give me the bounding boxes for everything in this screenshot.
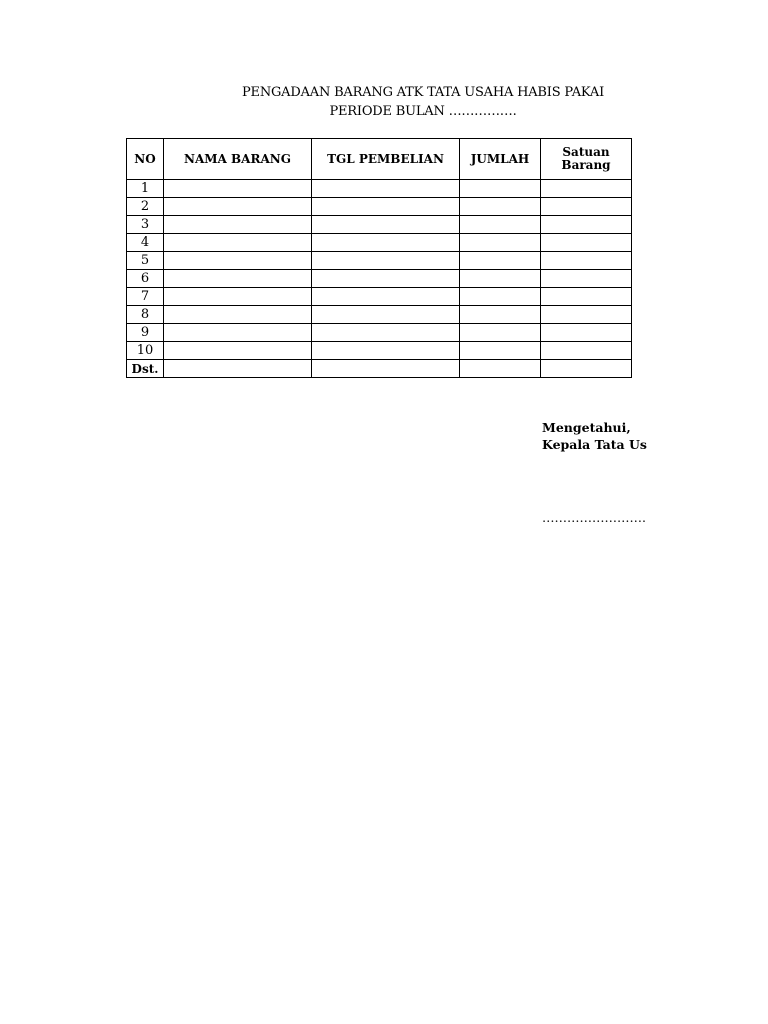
item-name-cell xyxy=(164,198,312,216)
table-row xyxy=(127,234,632,252)
quantity-cell xyxy=(460,198,541,216)
unit-cell xyxy=(541,234,632,252)
purchase-date-cell xyxy=(312,288,460,306)
table-row xyxy=(127,270,632,288)
table-row xyxy=(127,342,632,360)
column-header-unit xyxy=(541,139,632,180)
unit-cell xyxy=(541,180,632,198)
purchase-date-cell xyxy=(312,234,460,252)
table-row xyxy=(127,180,632,198)
column-header-quantity: JUMLAH xyxy=(460,139,541,180)
quantity-cell xyxy=(460,216,541,234)
unit-cell xyxy=(541,216,632,234)
table-row xyxy=(127,252,632,270)
item-name-cell xyxy=(164,342,312,360)
purchase-date-cell xyxy=(312,342,460,360)
column-header-no: NO xyxy=(127,139,164,180)
item-name-cell xyxy=(164,252,312,270)
item-name-cell xyxy=(164,180,312,198)
purchase-date-cell xyxy=(312,324,460,342)
column-header-unit-label: Satuan Barang xyxy=(561,145,611,172)
row-number: 5 xyxy=(127,252,164,270)
item-name-cell xyxy=(164,306,312,324)
unit-cell xyxy=(541,342,632,360)
item-name-cell xyxy=(164,324,312,342)
row-number: 9 xyxy=(127,324,164,342)
quantity-cell xyxy=(460,270,541,288)
unit-cell xyxy=(541,360,632,378)
item-name-cell xyxy=(164,360,312,378)
quantity-cell xyxy=(460,234,541,252)
item-name-cell xyxy=(164,270,312,288)
row-number: 2 xyxy=(127,198,164,216)
purchase-date-cell xyxy=(312,216,460,234)
signature-acknowledged: Mengetahui, xyxy=(542,420,631,435)
unit-cell xyxy=(541,288,632,306)
table-header-row xyxy=(127,139,632,180)
unit-cell xyxy=(541,252,632,270)
document-title: PENGADAAN BARANG ATK TATA USAHA HABIS PAKAI xyxy=(241,85,605,100)
item-name-cell xyxy=(164,216,312,234)
quantity-cell xyxy=(460,342,541,360)
procurement-table xyxy=(126,138,632,378)
quantity-cell xyxy=(460,360,541,378)
unit-cell xyxy=(541,324,632,342)
purchase-date-cell xyxy=(312,306,460,324)
table-row xyxy=(127,306,632,324)
unit-cell xyxy=(541,306,632,324)
table-row xyxy=(127,324,632,342)
quantity-cell xyxy=(460,324,541,342)
row-number: 10 xyxy=(127,342,164,360)
quantity-cell xyxy=(460,288,541,306)
purchase-date-cell xyxy=(312,198,460,216)
purchase-date-cell xyxy=(312,360,460,378)
row-number: 8 xyxy=(127,306,164,324)
unit-cell xyxy=(541,198,632,216)
item-name-cell xyxy=(164,288,312,306)
column-header-item-name: NAMA BARANG xyxy=(164,139,312,180)
table-row xyxy=(127,360,632,378)
purchase-date-cell xyxy=(312,252,460,270)
purchase-date-cell xyxy=(312,270,460,288)
column-header-purchase-date: TGL PEMBELIAN xyxy=(312,139,460,180)
item-name-cell xyxy=(164,234,312,252)
purchase-date-cell xyxy=(312,180,460,198)
row-number: 7 xyxy=(127,288,164,306)
row-number: 3 xyxy=(127,216,164,234)
signature-role: Kepala Tata Us xyxy=(542,437,647,452)
quantity-cell xyxy=(460,180,541,198)
table-row xyxy=(127,198,632,216)
quantity-cell xyxy=(460,252,541,270)
row-number: 4 xyxy=(127,234,164,252)
document-period: PERIODE BULAN ……………. xyxy=(329,104,517,119)
row-number: Dst. xyxy=(127,360,164,378)
row-number: 6 xyxy=(127,270,164,288)
table-row xyxy=(127,216,632,234)
table-row xyxy=(127,288,632,306)
unit-cell xyxy=(541,270,632,288)
row-number: 1 xyxy=(127,180,164,198)
quantity-cell xyxy=(460,306,541,324)
signature-name-line: ……………………. xyxy=(542,510,646,525)
